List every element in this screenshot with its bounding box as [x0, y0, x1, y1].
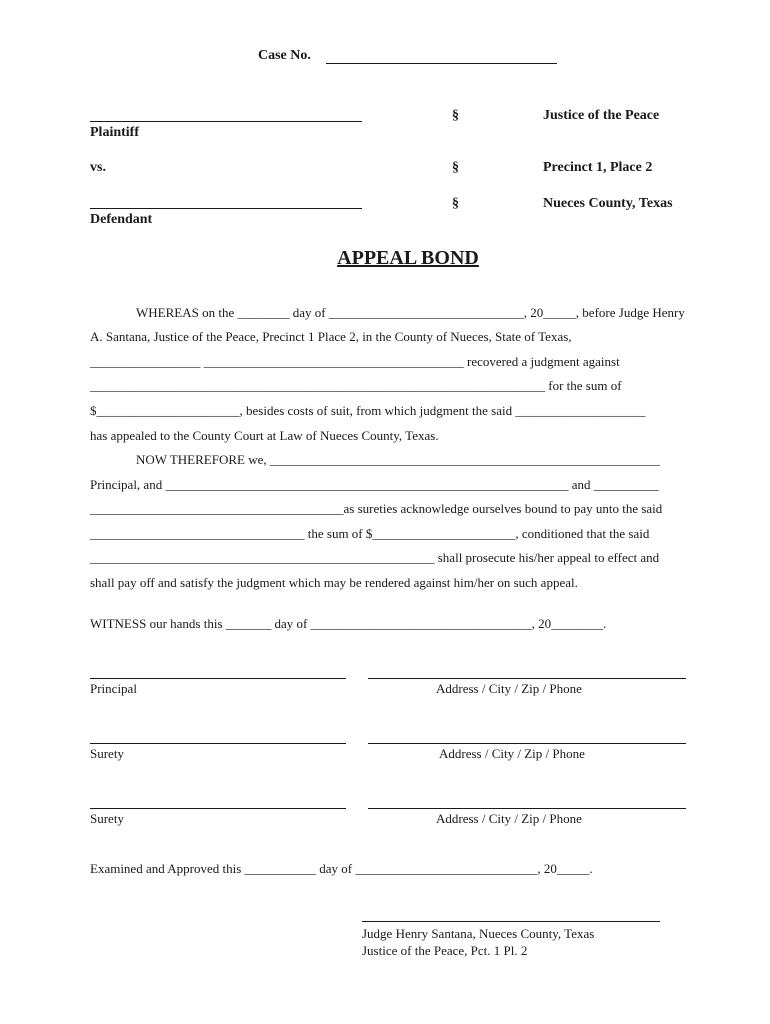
section-symbol: § [452, 196, 459, 211]
surety-address-field[interactable] [368, 808, 686, 809]
body-line[interactable]: _________________________________ the sum of $______________________, conditioned that the said [90, 526, 650, 541]
principal-label: Principal [90, 681, 137, 696]
precinct-name: Precinct 1, Place 2 [543, 160, 653, 175]
vs-label: vs. [90, 160, 106, 175]
section-symbol: § [452, 160, 459, 175]
body-line[interactable]: _____________________________________________________ shall prosecute his/her appeal to effect and [90, 550, 660, 565]
section-symbol: § [452, 108, 459, 123]
court-name: Justice of the Peace [543, 108, 660, 123]
judge-title: Justice of the Peace, Pct. 1 Pl. 2 [362, 943, 528, 958]
surety-signature-field[interactable] [90, 808, 346, 809]
surety-address-field[interactable] [368, 743, 686, 744]
address-label: Address / City / Zip / Phone [439, 746, 585, 761]
surety-label: Surety [90, 811, 124, 826]
surety-signature-field[interactable] [90, 743, 346, 744]
plaintiff-field[interactable] [90, 121, 362, 122]
body-line: A. Santana, Justice of the Peace, Precinct 1 Place 2, in the County of Nueces, State of Texas, [90, 329, 572, 344]
body-line[interactable]: WHEREAS on the ________ day of ______________________________, 20_____, before Judge Henry [136, 305, 685, 320]
address-label: Address / City / Zip / Phone [436, 681, 582, 696]
defendant-field[interactable] [90, 208, 362, 209]
body-line: shall pay off and satisfy the judgment which may be rendered against him/her on such appeal. [90, 575, 578, 590]
body-line[interactable]: ______________________________________________________________________ for the sum of [90, 378, 622, 393]
approval-line[interactable]: Examined and Approved this ___________ day of ____________________________, 20_____. [90, 861, 593, 876]
body-line[interactable]: _________________ ________________________________________ recovered a judgment against [90, 354, 620, 369]
body-line[interactable]: Principal, and ______________________________________________________________ and __________ [90, 477, 659, 492]
principal-signature-field[interactable] [90, 678, 346, 679]
body-line[interactable]: NOW THEREFORE we, ____________________________________________________________ [136, 452, 660, 467]
body-line[interactable]: $______________________, besides costs of suit, from which judgment the said ____________________ [90, 403, 646, 418]
county-name: Nueces County, Texas [543, 196, 673, 211]
body-line[interactable]: _______________________________________as sureties acknowledge ourselves bound to pay unto the said [90, 501, 663, 516]
judge-name: Judge Henry Santana, Nueces County, Texas [362, 926, 595, 941]
case-number-field[interactable] [326, 63, 557, 64]
defendant-label: Defendant [90, 212, 153, 227]
document-title: APPEAL BOND [337, 247, 479, 269]
judge-signature-field[interactable] [362, 921, 660, 922]
case-number-label: Case No. [258, 48, 311, 63]
plaintiff-label: Plaintiff [90, 125, 139, 140]
body-line: has appealed to the County Court at Law of Nueces County, Texas. [90, 428, 439, 443]
address-label: Address / City / Zip / Phone [436, 811, 582, 826]
witness-line[interactable]: WITNESS our hands this _______ day of __________________________________, 20________. [90, 616, 607, 631]
surety-label: Surety [90, 746, 124, 761]
principal-address-field[interactable] [368, 678, 686, 679]
